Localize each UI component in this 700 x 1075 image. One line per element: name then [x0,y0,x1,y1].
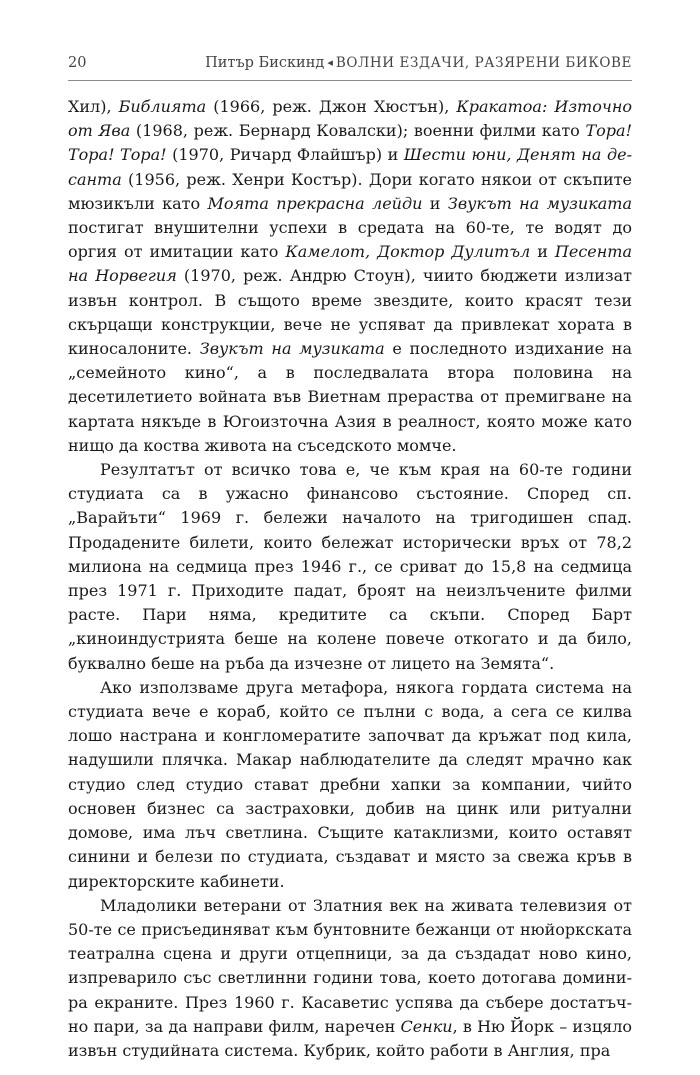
header-rule [68,80,632,81]
paragraph-1 [68,95,632,458]
running-head-separator: ◂ [327,56,333,69]
text-span: Хил), [68,97,119,116]
paragraph-3 [68,676,632,894]
running-head-title: ВОЛНИ ЕЗДАЧИ, РАЗЯРЕНИ БИКОВЕ [335,55,632,71]
text-span: (1968, реж. Бернард Ковалски); военни филми като [130,121,586,141]
italic-title-span: Моята прекрасна лейди [207,193,423,213]
italic-title-span: Библията [118,97,207,116]
text-span: (1966, реж. Джон Хюстън), [206,97,457,116]
text-span: (1956, реж. Хенри Костър). Дори когато някои от скъпите мюзикъли като [68,169,632,213]
text-span: постигат внушителни успехи в средата на 60-те, те водят до оргия от имитации като [68,218,632,262]
italic-title-span: Сенки [400,1016,453,1036]
body-text [68,95,632,1063]
italic-title-span: Шести юни, Денят на десанта [68,145,632,189]
italic-title-span: Кракатоа: Източно от Ява [68,97,632,141]
running-head [205,55,632,71]
text-span: Младолики ветерани от Златния век на живата телевизия от 50-те се присъединяват към бунтовните бежанци от нюйоркската театрална сцена и други отцепници, за да създадат ново кино, изпреварило със светлинни години това, което дотогава доминира екраните. През 1960 г. Касаветис успява да събере достатъчно пари, за да направи филм, наречен [68,895,632,1036]
italic-title-span: Тора! Тора! Тора! [68,121,632,165]
paragraph-2 [68,458,632,676]
running-head-author: Питър Бискинд [205,55,325,71]
text-span: е последното издихание на „семейното кино“, а в последвалата втора половина на десетилетието войната във Виетнам прераства от премигване на картата някъде в Югоизточна Азия в реалност, която може като нищо да коства живота на съседското момче. [68,339,633,455]
italic-title-span: Звукът на музиката [447,193,633,213]
text-span: и [422,193,448,213]
text-span: Ако използваме друга метафора, някога гордата система на студиата вече е кораб, който се пълни с вода, а сега се килва лошо настрана и конгломератите започват да кръжат под кила, надушили плячка. Макар наблюдателите да следят мрачно как студио след студио стават дребни хапки за компании, чийто основен бизнес са застраховки, добив на цинк или ритуални домове, има лъч светлина. Същите катаклизми, които оставят синини и белези по студиата, създават и място за свежа кръв в директорските кабинети. [68,677,632,891]
italic-title-span: Песента на Норвегия [68,242,632,286]
text-span: , в Ню Йорк – изцяло извън студийната система. Кубрик, който работи в Англия, пра [68,1016,632,1060]
text-span: (1970, реж. Андрю Стоун), чиито бюджети излизат извън контрол. В същото време звездите, които красят тези скърцащи конструкции, вече не успяват да привлекат хората в киносалоните. [68,266,632,359]
page-header [68,55,632,75]
italic-title-span: Звукът на музиката [199,339,385,359]
text-span: и [530,242,555,262]
text-span: Резултатът от всичко това е, че към края на 60-те години студиата са в ужасно финансово състояние. Според сп. „Варайъти“ 1969 г. бележи началото на тригодишен спад. Продадените билети, които бележат исторически връх от 78,2 милиона на седмица през 1946 г., се сриват до 15,8 на седмица през 1971 г. Приходите падат, броят на неизлъчените филми расте. Пари няма, кредитите са скъпи. Според Барт „киноиндустрията беше на колене повече откогато и да било, буквално беше на ръба да изчезне от лицето на Земята“. [68,460,632,673]
text-span: (1970, Ричард Флайшър) и [166,145,404,165]
italic-title-span: Камелот, Доктор Дулитъл [285,242,531,262]
paragraph-4 [68,894,632,1063]
page-number: 20 [68,55,87,71]
